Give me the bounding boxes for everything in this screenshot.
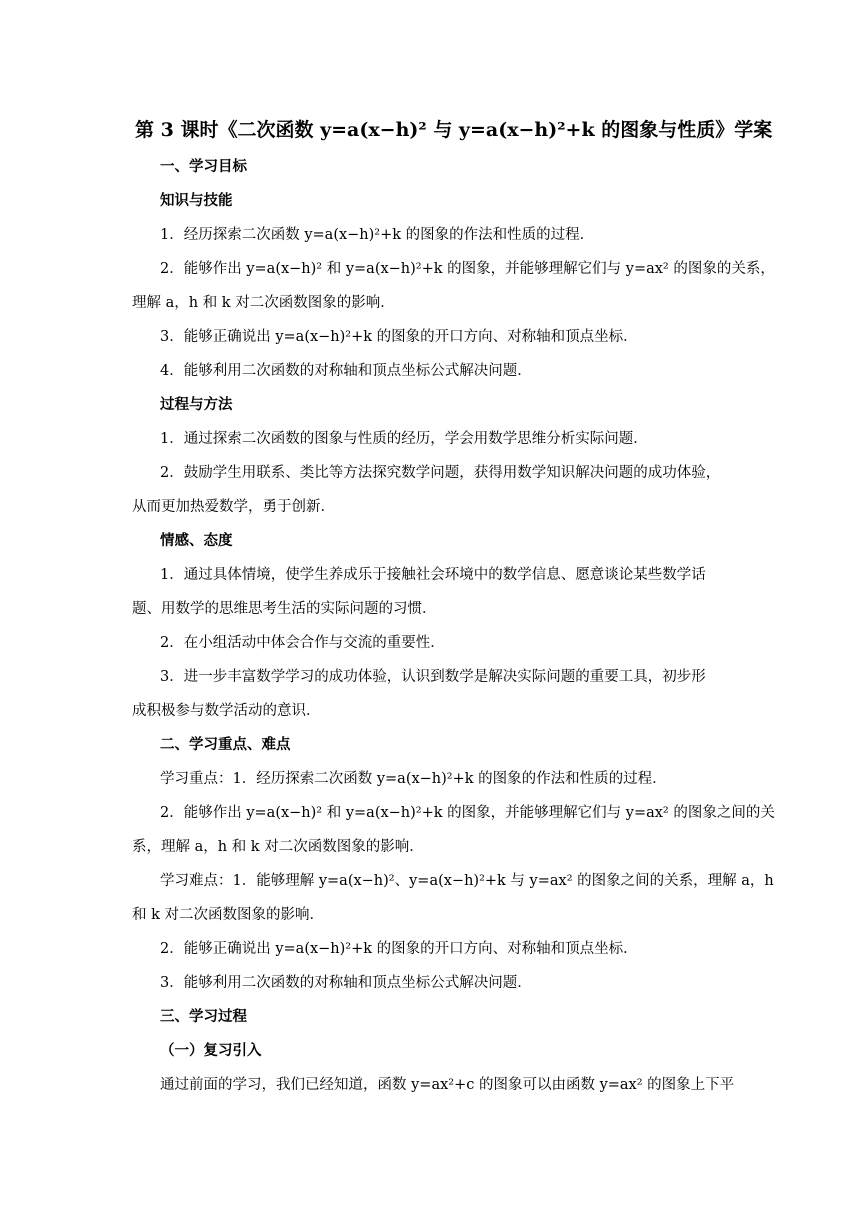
section-heading: 三、学习过程: [160, 1008, 247, 1025]
paragraph-text: 通过前面的学习，我们已经知道，函数 y=ax²+c 的图象可以由函数 y=ax² 的图象上下平: [160, 1077, 735, 1093]
paragraph-text: 成积极参与数学活动的意识．: [132, 703, 321, 719]
paragraph-line: [0, 972, 860, 1002]
paragraph-line: [0, 258, 860, 288]
paragraph-text: 1．通过探索二次函数的图象与性质的经历，学会用数学思维分析实际问题．: [160, 431, 648, 447]
paragraph-text: 1．通过具体情境，使学生养成乐于接触社会环境中的数学信息、愿意谈论某些数学话: [160, 567, 706, 583]
paragraph-line: [0, 1074, 860, 1104]
paragraph-text: 学习重点：1．经历探索二次函数 y=a(x−h)²+k 的图象的作法和性质的过程．: [160, 771, 667, 787]
subsection-heading: 知识与技能: [160, 192, 233, 209]
paragraph-text: 理解 a，h 和 k 对二次函数图象的影响．: [132, 295, 395, 311]
paragraph-text: 2．在小组活动中体会合作与交流的重要性．: [160, 635, 445, 651]
paragraph-text: 2．能够作出 y=a(x−h)² 和 y=a(x−h)²+k 的图象，并能够理解它们与 y=ax² 的图象之间的关: [160, 805, 775, 821]
paragraph-line: [0, 428, 860, 458]
subsection-heading: 情感、态度: [160, 532, 233, 549]
section-heading: 二、学习重点、难点: [160, 736, 291, 753]
section-heading-line: [0, 1006, 860, 1036]
title-line: [0, 117, 860, 147]
paragraph-text: 从而更加热爱数学，勇于创新．: [132, 499, 335, 515]
paragraph-text: 题、用数学的思维思考生活的实际问题的习惯．: [132, 601, 437, 617]
paragraph-text: 和 k 对二次函数图象的影响．: [132, 907, 325, 923]
subsection-heading: 过程与方法: [160, 396, 233, 413]
subsection-heading: （一）复习引入: [160, 1042, 262, 1059]
section-heading-line: [0, 734, 860, 764]
paragraph-text: 3．能够利用二次函数的对称轴和顶点坐标公式解决问题．: [160, 975, 532, 991]
paragraph-line: [0, 360, 860, 390]
paragraph-line: [0, 598, 860, 628]
paragraph-text: 3．能够正确说出 y=a(x−h)²+k 的图象的开口方向、对称轴和顶点坐标．: [160, 329, 638, 345]
section-heading: 一、学习目标: [160, 158, 247, 175]
paragraph-text: 2．鼓励学生用联系、类比等方法探究数学问题，获得用数学知识解决问题的成功体验，: [160, 465, 721, 481]
subsection-heading-line: [0, 190, 860, 220]
paragraph-line: [0, 700, 860, 730]
paragraph-line: [0, 462, 860, 492]
paragraph-line: [0, 224, 860, 254]
section-heading-line: [0, 156, 860, 186]
paragraph-line: [0, 938, 860, 968]
paragraph-text: 系，理解 a，h 和 k 对二次函数图象的影响．: [132, 839, 424, 855]
subsection-heading-line: [0, 1040, 860, 1070]
page-title: 第 3 课时《二次函数 y=a(x−h)² 与 y=a(x−h)²+k 的图象与性质》学案: [135, 119, 773, 141]
paragraph-line: [0, 326, 860, 356]
paragraph-text: 1．经历探索二次函数 y=a(x−h)²+k 的图象的作法和性质的过程．: [160, 227, 595, 243]
subsection-heading-line: [0, 394, 860, 424]
paragraph-line: [0, 292, 860, 322]
paragraph-text: 学习难点：1．能够理解 y=a(x−h)²、y=a(x−h)²+k 与 y=ax² 的图象之间的关系，理解 a，h: [160, 873, 774, 889]
paragraph-text: 3．进一步丰富数学学习的成功体验，认识到数学是解决实际问题的重要工具，初步形: [160, 669, 706, 685]
paragraph-line: [0, 768, 860, 798]
paragraph-line: [0, 666, 860, 696]
paragraph-text: 4．能够利用二次函数的对称轴和顶点坐标公式解决问题．: [160, 363, 532, 379]
paragraph-line: [0, 564, 860, 594]
paragraph-line: [0, 870, 860, 900]
paragraph-text: 2．能够正确说出 y=a(x−h)²+k 的图象的开口方向、对称轴和顶点坐标．: [160, 941, 638, 957]
paragraph-line: [0, 496, 860, 526]
paragraph-line: [0, 802, 860, 832]
paragraph-text: 2．能够作出 y=a(x−h)² 和 y=a(x−h)²+k 的图象，并能够理解它们与 y=ax² 的图象的关系，: [160, 261, 775, 277]
paragraph-line: [0, 632, 860, 662]
paragraph-line: [0, 836, 860, 866]
paragraph-line: [0, 904, 860, 934]
subsection-heading-line: [0, 530, 860, 560]
